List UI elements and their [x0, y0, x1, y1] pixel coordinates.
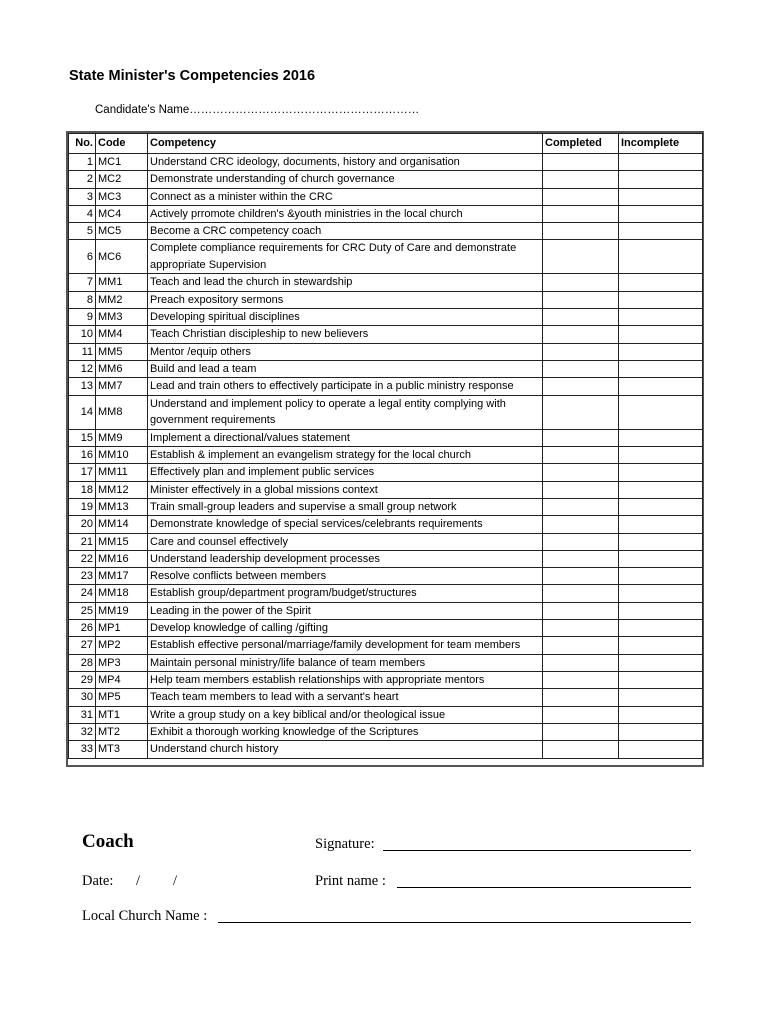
row-code: MM7 [96, 378, 148, 396]
row-competency: Mentor /equip others [148, 343, 543, 360]
signature-line[interactable] [383, 850, 691, 851]
row-code: MM8 [96, 395, 148, 429]
row-code: MM12 [96, 481, 148, 498]
date-separator-2: / [173, 873, 178, 889]
row-number: 10 [69, 326, 96, 343]
row-number: 30 [69, 689, 96, 706]
table-row [69, 447, 703, 464]
row-competency: Exhibit a thorough working knowledge of the Scriptures [148, 724, 543, 741]
incomplete-cell[interactable] [619, 654, 703, 671]
print-name-line[interactable] [397, 887, 691, 888]
incomplete-cell[interactable] [619, 309, 703, 326]
incomplete-cell[interactable] [619, 741, 703, 758]
completed-cell[interactable] [543, 620, 619, 637]
row-number: 21 [69, 533, 96, 550]
table-row [69, 223, 703, 240]
incomplete-cell[interactable] [619, 291, 703, 308]
row-competency: Help team members establish relationships with appropriate mentors [148, 672, 543, 689]
row-number: 8 [69, 291, 96, 308]
incomplete-cell[interactable] [619, 171, 703, 188]
completed-cell[interactable] [543, 637, 619, 655]
row-code: MM16 [96, 550, 148, 567]
row-code: MT2 [96, 724, 148, 741]
row-code: MM19 [96, 602, 148, 619]
row-code: MM17 [96, 568, 148, 585]
row-number: 24 [69, 585, 96, 602]
table-row [69, 326, 703, 343]
completed-cell[interactable] [543, 395, 619, 429]
row-competency: Implement a directional/values statement [148, 429, 543, 446]
incomplete-cell[interactable] [619, 724, 703, 741]
incomplete-cell[interactable] [619, 637, 703, 655]
row-code: MC1 [96, 154, 148, 171]
completed-cell[interactable] [543, 464, 619, 481]
table-row [69, 585, 703, 602]
row-code: MM3 [96, 309, 148, 326]
incomplete-cell[interactable] [619, 498, 703, 515]
completed-cell[interactable] [543, 274, 619, 291]
row-competency: Understand and implement policy to operate a legal entity complying with government requirements [148, 395, 543, 429]
completed-cell[interactable] [543, 240, 619, 274]
header-incomplete: Incomplete [619, 134, 703, 154]
row-number: 9 [69, 309, 96, 326]
completed-cell[interactable] [543, 447, 619, 464]
competency-table [68, 133, 703, 765]
incomplete-cell[interactable] [619, 154, 703, 171]
row-code: MM13 [96, 498, 148, 515]
row-number: 18 [69, 481, 96, 498]
row-competency: Minister effectively in a global missions context [148, 481, 543, 498]
completed-cell[interactable] [543, 188, 619, 205]
row-number: 4 [69, 205, 96, 222]
completed-cell[interactable] [543, 706, 619, 723]
row-code: MM14 [96, 516, 148, 533]
row-competency: Become a CRC competency coach [148, 223, 543, 240]
row-competency: Effectively plan and implement public services [148, 464, 543, 481]
row-number: 29 [69, 672, 96, 689]
row-competency: Leading in the power of the Spirit [148, 602, 543, 619]
table-body [69, 154, 703, 765]
table-row [69, 188, 703, 205]
table-row [69, 429, 703, 446]
incomplete-cell[interactable] [619, 274, 703, 291]
row-code: MC4 [96, 205, 148, 222]
table-row [69, 620, 703, 637]
row-code: MP1 [96, 620, 148, 637]
local-church-label: Local Church Name : [82, 908, 208, 924]
row-number: 2 [69, 171, 96, 188]
row-competency: Understand church history [148, 741, 543, 758]
table-row [69, 154, 703, 171]
row-competency: Teach team members to lead with a servant's heart [148, 689, 543, 706]
table-row [69, 724, 703, 741]
table-row [69, 309, 703, 326]
incomplete-cell[interactable] [619, 240, 703, 274]
header-code: Code [96, 134, 148, 154]
completed-cell[interactable] [543, 154, 619, 171]
row-competency: Demonstrate understanding of church governance [148, 171, 543, 188]
completed-cell[interactable] [543, 309, 619, 326]
table-row [69, 343, 703, 360]
table-row [69, 568, 703, 585]
header-no: No. [69, 134, 96, 154]
row-competency: Connect as a minister within the CRC [148, 188, 543, 205]
row-code: MM15 [96, 533, 148, 550]
document-title: State Minister's Competencies 2016 [69, 68, 316, 84]
row-number: 14 [69, 395, 96, 429]
table-row [69, 395, 703, 429]
row-number: 1 [69, 154, 96, 171]
completed-cell[interactable] [543, 724, 619, 741]
row-number: 19 [69, 498, 96, 515]
row-competency: Actively prromote children's &youth ministries in the local church [148, 205, 543, 222]
incomplete-cell[interactable] [619, 689, 703, 706]
row-number: 7 [69, 274, 96, 291]
row-number: 3 [69, 188, 96, 205]
completed-cell[interactable] [543, 378, 619, 396]
date-separator-1: / [136, 873, 141, 889]
incomplete-cell[interactable] [619, 205, 703, 222]
completed-cell[interactable] [543, 741, 619, 758]
completed-cell[interactable] [543, 516, 619, 533]
table-row [69, 637, 703, 655]
completed-cell[interactable] [543, 533, 619, 550]
row-number: 25 [69, 602, 96, 619]
incomplete-cell[interactable] [619, 378, 703, 396]
table-row [69, 516, 703, 533]
row-code: MT3 [96, 741, 148, 758]
incomplete-cell[interactable] [619, 585, 703, 602]
local-church-line[interactable] [218, 922, 691, 923]
row-competency: Preach expository sermons [148, 291, 543, 308]
table-row [69, 602, 703, 619]
row-number: 6 [69, 240, 96, 274]
competency-table-frame [66, 131, 704, 767]
row-number: 13 [69, 378, 96, 396]
completed-cell[interactable] [543, 654, 619, 671]
row-number: 28 [69, 654, 96, 671]
incomplete-cell[interactable] [619, 568, 703, 585]
row-competency: Build and lead a team [148, 360, 543, 377]
row-code: MC3 [96, 188, 148, 205]
incomplete-cell[interactable] [619, 620, 703, 637]
row-number: 22 [69, 550, 96, 567]
row-competency: Complete compliance requirements for CRC Duty of Care and demonstrate appropriate Supervision [148, 240, 543, 274]
incomplete-cell[interactable] [619, 602, 703, 619]
row-competency: Lead and train others to effectively participate in a public ministry response [148, 378, 543, 396]
date-label: Date: [82, 873, 114, 889]
row-code: MM6 [96, 360, 148, 377]
completed-cell[interactable] [543, 585, 619, 602]
incomplete-cell[interactable] [619, 481, 703, 498]
incomplete-cell[interactable] [619, 447, 703, 464]
row-competency: Train small-group leaders and supervise a small group network [148, 498, 543, 515]
incomplete-cell[interactable] [619, 395, 703, 429]
row-number: 5 [69, 223, 96, 240]
row-code: MT1 [96, 706, 148, 723]
row-code: MM2 [96, 291, 148, 308]
completed-cell[interactable] [543, 498, 619, 515]
row-code: MM9 [96, 429, 148, 446]
header-competency: Competency [148, 134, 543, 154]
table-row [69, 274, 703, 291]
table-row [69, 378, 703, 396]
completed-cell[interactable] [543, 171, 619, 188]
row-number: 26 [69, 620, 96, 637]
completed-cell[interactable] [543, 568, 619, 585]
completed-cell[interactable] [543, 205, 619, 222]
row-competency: Understand CRC ideology, documents, history and organisation [148, 154, 543, 171]
incomplete-cell[interactable] [619, 360, 703, 377]
row-number: 23 [69, 568, 96, 585]
row-competency: Care and counsel effectively [148, 533, 543, 550]
coach-heading: Coach [82, 831, 134, 852]
row-code: MP2 [96, 637, 148, 655]
table-row [69, 240, 703, 274]
row-competency: Developing spiritual disciplines [148, 309, 543, 326]
row-code: MC5 [96, 223, 148, 240]
row-code: MM5 [96, 343, 148, 360]
table-row [69, 672, 703, 689]
incomplete-cell[interactable] [619, 550, 703, 567]
completed-cell[interactable] [543, 481, 619, 498]
table-row [69, 706, 703, 723]
table-bottom-spacer [69, 758, 703, 765]
signature-label: Signature: [315, 836, 375, 852]
row-number: 27 [69, 637, 96, 655]
row-competency: Resolve conflicts between members [148, 568, 543, 585]
table-row [69, 533, 703, 550]
table-row [69, 205, 703, 222]
table-row [69, 741, 703, 758]
row-competency: Establish effective personal/marriage/family development for team members [148, 637, 543, 655]
table-row [69, 550, 703, 567]
row-competency: Write a group study on a key biblical and/or theological issue [148, 706, 543, 723]
row-competency: Maintain personal ministry/life balance of team members [148, 654, 543, 671]
table-row [69, 498, 703, 515]
row-code: MP4 [96, 672, 148, 689]
completed-cell[interactable] [543, 291, 619, 308]
incomplete-cell[interactable] [619, 533, 703, 550]
completed-cell[interactable] [543, 360, 619, 377]
row-code: MC6 [96, 240, 148, 274]
incomplete-cell[interactable] [619, 223, 703, 240]
row-code: MC2 [96, 171, 148, 188]
incomplete-cell[interactable] [619, 516, 703, 533]
row-number: 15 [69, 429, 96, 446]
table-row [69, 654, 703, 671]
row-code: MM10 [96, 447, 148, 464]
row-competency: Develop knowledge of calling /gifting [148, 620, 543, 637]
row-number: 20 [69, 516, 96, 533]
row-competency: Establish & implement an evangelism strategy for the local church [148, 447, 543, 464]
table-row [69, 291, 703, 308]
incomplete-cell[interactable] [619, 429, 703, 446]
row-competency: Understand leadership development processes [148, 550, 543, 567]
row-code: MP3 [96, 654, 148, 671]
completed-cell[interactable] [543, 326, 619, 343]
incomplete-cell[interactable] [619, 464, 703, 481]
row-competency: Teach and lead the church in stewardship [148, 274, 543, 291]
completed-cell[interactable] [543, 672, 619, 689]
row-number: 31 [69, 706, 96, 723]
completed-cell[interactable] [543, 223, 619, 240]
row-number: 17 [69, 464, 96, 481]
table-row [69, 360, 703, 377]
incomplete-cell[interactable] [619, 326, 703, 343]
print-name-label: Print name : [315, 873, 386, 889]
incomplete-cell[interactable] [619, 343, 703, 360]
row-number: 16 [69, 447, 96, 464]
row-number: 11 [69, 343, 96, 360]
table-row [69, 481, 703, 498]
header-completed: Completed [543, 134, 619, 154]
row-code: MM11 [96, 464, 148, 481]
completed-cell[interactable] [543, 602, 619, 619]
row-number: 32 [69, 724, 96, 741]
row-code: MM18 [96, 585, 148, 602]
row-number: 33 [69, 741, 96, 758]
table-row [69, 689, 703, 706]
table-row [69, 464, 703, 481]
candidate-name-line: Candidate's Name…………………………………………………… [95, 104, 420, 116]
row-competency: Demonstrate knowledge of special services/celebrants requirements [148, 516, 543, 533]
completed-cell[interactable] [543, 689, 619, 706]
completed-cell[interactable] [543, 429, 619, 446]
incomplete-cell[interactable] [619, 188, 703, 205]
table-header-row [69, 134, 703, 154]
row-code: MM4 [96, 326, 148, 343]
row-competency: Teach Christian discipleship to new believers [148, 326, 543, 343]
row-code: MP5 [96, 689, 148, 706]
table-row [69, 171, 703, 188]
completed-cell[interactable] [543, 343, 619, 360]
row-competency: Establish group/department program/budget/structures [148, 585, 543, 602]
incomplete-cell[interactable] [619, 706, 703, 723]
completed-cell[interactable] [543, 550, 619, 567]
row-number: 12 [69, 360, 96, 377]
row-code: MM1 [96, 274, 148, 291]
incomplete-cell[interactable] [619, 672, 703, 689]
